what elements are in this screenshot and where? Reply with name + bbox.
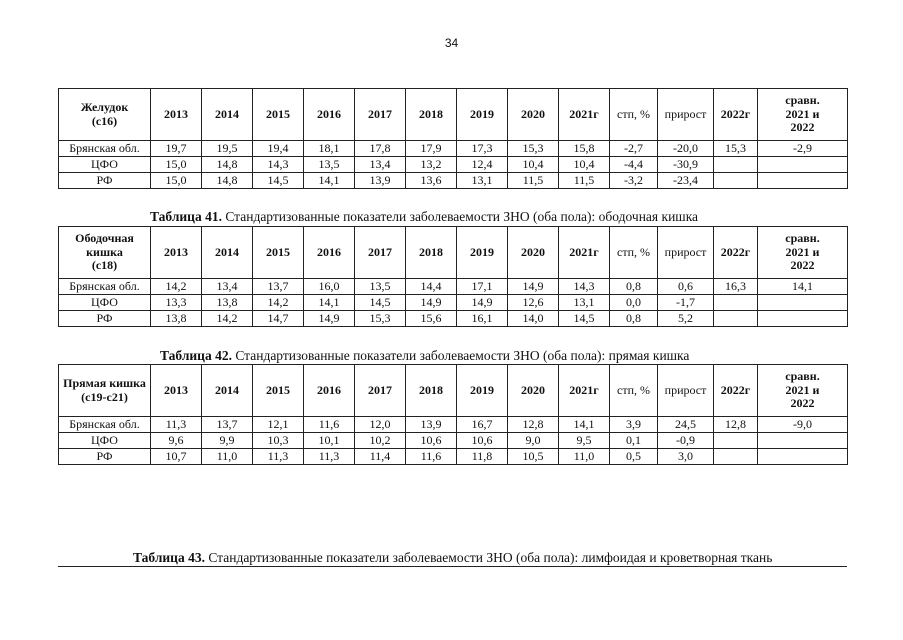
value-cell: 11,0 [559,449,610,465]
value-cell: 17,1 [457,279,508,295]
year-header: 2016 [304,365,355,417]
growth-header: прирост [658,89,714,141]
year-header: 2016 [304,89,355,141]
year-header: 2014 [202,365,253,417]
growth-cell: 0,6 [658,279,714,295]
comparison-header-line: сравн. [785,230,820,245]
year-2022-cell [714,157,758,173]
value-cell: 12,6 [508,295,559,311]
value-cell: 14,2 [151,279,202,295]
site-header-line: (с19-с21) [81,389,128,404]
comparison-header-line: сравн. [785,92,820,107]
caption-number: Таблица 41. [150,209,222,224]
value-cell: 12,8 [508,417,559,433]
value-cell: 10,4 [559,157,610,173]
site-header-line: кишка [86,244,123,259]
table-row [59,157,848,173]
stomach-table [58,88,848,189]
year-2022-cell: 16,3 [714,279,758,295]
value-cell: 14,4 [406,279,457,295]
header-row [59,227,848,279]
value-cell: 11,8 [457,449,508,465]
growth-header: прирост [658,365,714,417]
value-cell: 14,5 [355,295,406,311]
stp-cell: 0,1 [610,433,658,449]
year-header: 2020 [508,227,559,279]
year-header: 2021г [559,227,610,279]
value-cell: 14,1 [559,417,610,433]
comparison-header [758,89,848,141]
value-cell: 19,4 [253,141,304,157]
region-cell: ЦФО [59,157,151,173]
year-2022-cell: 12,8 [714,417,758,433]
value-cell: 19,5 [202,141,253,157]
value-cell: 19,7 [151,141,202,157]
value-cell: 9,9 [202,433,253,449]
value-cell: 10,6 [406,433,457,449]
value-cell: 14,2 [253,295,304,311]
year-header: 2020 [508,365,559,417]
stp-cell: -3,2 [610,173,658,189]
value-cell: 11,3 [151,417,202,433]
year-header: 2014 [202,89,253,141]
year-2022-header: 2022г [714,227,758,279]
site-header-line: (с18) [91,258,118,273]
growth-cell: -30,9 [658,157,714,173]
comparison-cell [758,295,848,311]
value-cell: 11,6 [406,449,457,465]
stp-cell: -4,4 [610,157,658,173]
growth-cell: 5,2 [658,311,714,327]
region-cell: ЦФО [59,433,151,449]
comparison-header-line: 2021 и [785,106,820,121]
comparison-cell: -9,0 [758,417,848,433]
region-cell: РФ [59,449,151,465]
value-cell: 13,5 [304,157,355,173]
stp-cell: -2,7 [610,141,658,157]
value-cell: 17,8 [355,141,406,157]
value-cell: 16,0 [304,279,355,295]
value-cell: 11,6 [304,417,355,433]
comparison-header-line: 2021 и [785,244,820,259]
year-2022-header: 2022г [714,89,758,141]
value-cell: 14,3 [253,157,304,173]
table-row [59,295,848,311]
value-cell: 12,1 [253,417,304,433]
value-cell: 13,9 [355,173,406,189]
value-cell: 15,3 [508,141,559,157]
value-cell: 10,5 [508,449,559,465]
growth-cell: 24,5 [658,417,714,433]
value-cell: 14,0 [508,311,559,327]
table-row [59,141,848,157]
caption-number: Таблица 43. [133,550,205,565]
site-header-line: Прямая кишка [63,375,146,390]
value-cell: 15,6 [406,311,457,327]
comparison-header-line: 2022 [790,258,815,273]
year-2022-cell [714,449,758,465]
region-cell: РФ [59,173,151,189]
value-cell: 13,7 [253,279,304,295]
value-cell: 13,1 [457,173,508,189]
region-cell: Брянская обл. [59,417,151,433]
year-header: 2015 [253,365,304,417]
stp-header: стп, % [610,365,658,417]
growth-cell: -1,7 [658,295,714,311]
value-cell: 13,6 [406,173,457,189]
caption-text: Стандартизованные показатели заболеваемости ЗНО (оба пола): прямая кишка [231,348,690,363]
year-header: 2018 [406,365,457,417]
year-2022-cell [714,295,758,311]
comparison-header-line: 2022 [790,120,815,135]
value-cell: 14,3 [559,279,610,295]
value-cell: 11,5 [559,173,610,189]
region-cell: РФ [59,311,151,327]
value-cell: 10,4 [508,157,559,173]
value-cell: 13,8 [202,295,253,311]
value-cell: 13,4 [202,279,253,295]
comparison-header-line: 2021 и [785,382,820,397]
value-cell: 14,9 [508,279,559,295]
stp-header: стп, % [610,227,658,279]
growth-cell: 3,0 [658,449,714,465]
site-header-line: (с16) [91,113,118,128]
value-cell: 16,1 [457,311,508,327]
value-cell: 14,5 [253,173,304,189]
value-cell: 11,0 [202,449,253,465]
year-header: 2015 [253,227,304,279]
site-header [59,227,151,279]
value-cell: 11,4 [355,449,406,465]
year-header: 2021г [559,89,610,141]
value-cell: 14,5 [559,311,610,327]
value-cell: 14,8 [202,157,253,173]
value-cell: 10,3 [253,433,304,449]
year-header: 2020 [508,89,559,141]
value-cell: 9,0 [508,433,559,449]
stp-cell: 0,5 [610,449,658,465]
page-number: 34 [444,36,459,50]
year-header: 2019 [457,227,508,279]
colon-table [58,226,848,327]
year-2022-cell [714,433,758,449]
value-cell: 14,2 [202,311,253,327]
table-43-caption [133,550,772,566]
value-cell: 14,7 [253,311,304,327]
year-header: 2017 [355,89,406,141]
value-cell: 14,8 [202,173,253,189]
value-cell: 11,5 [508,173,559,189]
value-cell: 13,7 [202,417,253,433]
value-cell: 10,7 [151,449,202,465]
year-2022-cell [714,173,758,189]
year-header: 2015 [253,89,304,141]
site-header [59,89,151,141]
value-cell: 15,8 [559,141,610,157]
value-cell: 13,2 [406,157,457,173]
stp-cell: 3,9 [610,417,658,433]
year-header: 2013 [151,89,202,141]
value-cell: 10,1 [304,433,355,449]
bottom-rule [58,566,847,567]
year-header: 2019 [457,365,508,417]
value-cell: 17,3 [457,141,508,157]
year-header: 2017 [355,365,406,417]
value-cell: 18,1 [304,141,355,157]
caption-number: Таблица 42. [160,348,232,363]
year-2022-cell: 15,3 [714,141,758,157]
comparison-cell [758,449,848,465]
header-row [59,89,848,141]
region-cell: Брянская обл. [59,279,151,295]
comparison-cell [758,173,848,189]
value-cell: 12,0 [355,417,406,433]
value-cell: 17,9 [406,141,457,157]
rectum-table [58,364,848,465]
year-header: 2018 [406,227,457,279]
site-header-line: Ободочная [75,230,134,245]
growth-cell: -23,4 [658,173,714,189]
table-row [59,311,848,327]
value-cell: 13,3 [151,295,202,311]
value-cell: 10,6 [457,433,508,449]
value-cell: 11,3 [304,449,355,465]
region-cell: Брянская обл. [59,141,151,157]
growth-header: прирост [658,227,714,279]
growth-cell: -0,9 [658,433,714,449]
value-cell: 14,9 [304,311,355,327]
year-header: 2013 [151,365,202,417]
year-header: 2016 [304,227,355,279]
value-cell: 15,0 [151,173,202,189]
site-header [59,365,151,417]
value-cell: 13,1 [559,295,610,311]
table-row [59,449,848,465]
value-cell: 12,4 [457,157,508,173]
year-header: 2013 [151,227,202,279]
comparison-cell: -2,9 [758,141,848,157]
stp-header: стп, % [610,89,658,141]
value-cell: 11,3 [253,449,304,465]
growth-cell: -20,0 [658,141,714,157]
table-row [59,433,848,449]
table-row [59,279,848,295]
comparison-cell [758,311,848,327]
value-cell: 15,0 [151,157,202,173]
header-row [59,365,848,417]
value-cell: 14,1 [304,173,355,189]
value-cell: 13,8 [151,311,202,327]
value-cell: 14,9 [406,295,457,311]
stp-cell: 0,8 [610,279,658,295]
value-cell: 16,7 [457,417,508,433]
comparison-header [758,227,848,279]
stp-cell: 0,0 [610,295,658,311]
value-cell: 10,2 [355,433,406,449]
comparison-cell [758,157,848,173]
site-header-line: Желудок [80,99,129,114]
value-cell: 14,1 [304,295,355,311]
value-cell: 15,3 [355,311,406,327]
year-2022-header: 2022г [714,365,758,417]
table-42-caption [160,348,689,364]
value-cell: 13,4 [355,157,406,173]
value-cell: 13,5 [355,279,406,295]
table-row [59,417,848,433]
comparison-header-line: 2022 [790,396,815,411]
value-cell: 9,5 [559,433,610,449]
table-41-caption [150,209,698,225]
caption-text: Стандартизованные показатели заболеваемости ЗНО (оба пола): ободочная кишка [221,209,699,224]
value-cell: 9,6 [151,433,202,449]
year-2022-cell [714,311,758,327]
year-header: 2018 [406,89,457,141]
region-cell: ЦФО [59,295,151,311]
year-header: 2017 [355,227,406,279]
stp-cell: 0,8 [610,311,658,327]
comparison-header [758,365,848,417]
year-header: 2019 [457,89,508,141]
year-header: 2014 [202,227,253,279]
caption-text: Стандартизованные показатели заболеваемости ЗНО (оба пола): лимфоидая и кроветворная ткань [204,550,773,565]
value-cell: 13,9 [406,417,457,433]
comparison-cell: 14,1 [758,279,848,295]
table-row [59,173,848,189]
comparison-header-line: сравн. [785,368,820,383]
year-header: 2021г [559,365,610,417]
comparison-cell [758,433,848,449]
value-cell: 14,9 [457,295,508,311]
